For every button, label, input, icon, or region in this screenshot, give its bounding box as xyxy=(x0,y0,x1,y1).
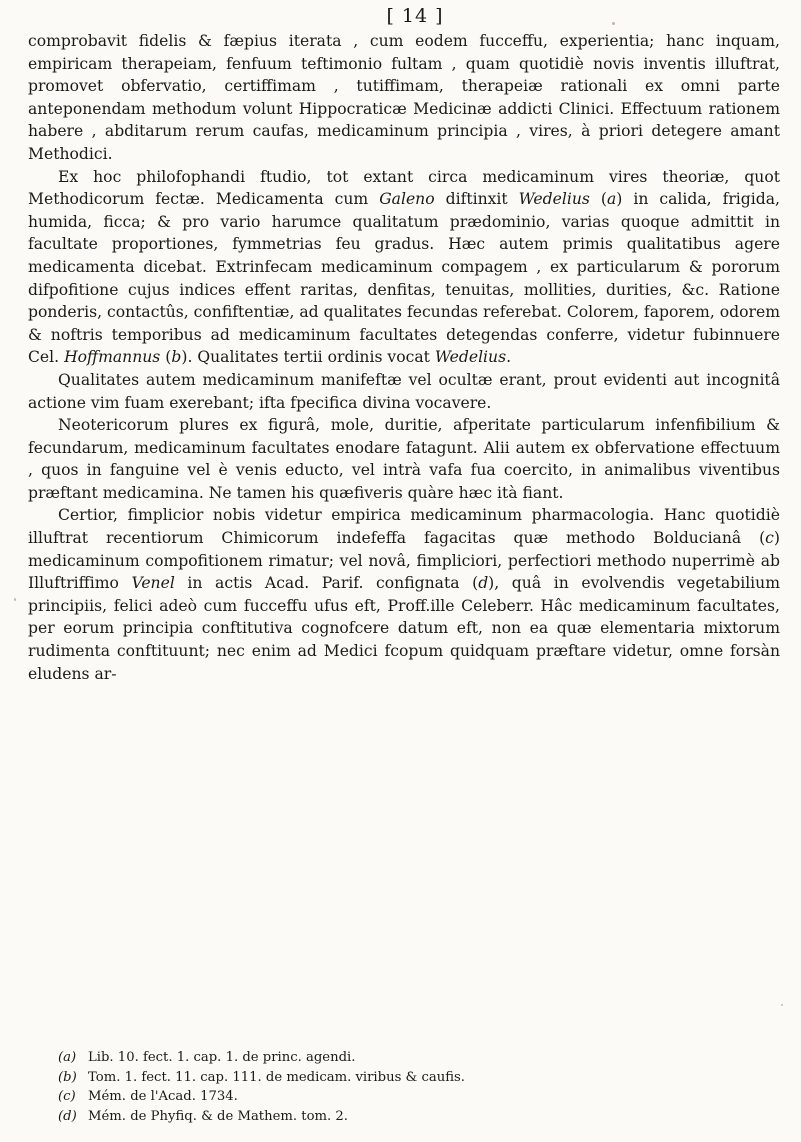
text-run: comprobavit fidelis & fæpius iterata , cum eodem fucceffu, experientia; hanc inquam, empiricam therapeiam, fenfuum teftimonio fultam , quam quotidiè novis inventis illuftrat, promovet obfervatio, certiffimam , tutiffimam, therapeiæ rationali ex omni parte anteponendam methodum volunt Hippocraticæ Medicinæ addicti Clinici. Effectuum rationem habere , abditarum rerum caufas, medicaminum principia , vires, à priori detegere amant Methodici. xyxy=(28,32,780,163)
text-run: ( xyxy=(160,348,172,367)
footnote-text: Mém. de Phyfiq. & de Mathem. tom. 2. xyxy=(88,1108,349,1124)
text-run: ), quâ in evolvendis vegetabilium principiis, felici adeò cum fucceffu ufus eft, Proff.ille Celeberr. Hâc medicaminum facultates, per eorum principia conftitutiva cognofcere datum eft, non ea quæ elementaria mixtorum rudimenta conftituunt; nec enim ad Medici fcopum quidquam præftare videtur, omne forsàn eludens ar- xyxy=(28,574,780,683)
italic-run: Wedelius. xyxy=(434,348,512,367)
text-run: ( xyxy=(589,190,607,209)
footnote xyxy=(58,1107,778,1127)
italic-run: a xyxy=(606,190,617,209)
print-speck xyxy=(612,22,615,25)
footnote-text: Lib. 10. fect. 1. cap. 1. de princ. agendi. xyxy=(88,1050,356,1065)
paragraph xyxy=(28,504,780,685)
text-run: in actis Acad. Parif. confignata ( xyxy=(174,574,479,593)
text-run: ) in calida, frigida, humida, ficca; & pro vario harumce qualitatum prædominio, varias quoque admittit in facultate proportiones, fymmetrias feu gradus. Hæc autem primis qualitatibus agere medicamenta dicebat. Extrinfecam medicaminum compagem , ex particularum & pororum difpofitione cujus indices effent raritas, denfitas, tenuitas, mollities, durities, &c. Ratione ponderis, contactûs, confiftentiæ, ad qualitates fecundas referebat. Colorem, faporem, odorem & noftris temporibus ad medicaminum facultates detegendas conferre, videtur fubinnuere Cel. xyxy=(28,190,780,367)
paragraph xyxy=(28,369,780,414)
italic-run: d xyxy=(478,574,489,593)
footnote-mark: (a) xyxy=(58,1050,77,1065)
footnote xyxy=(58,1087,778,1107)
text-run: diftinxit xyxy=(434,190,519,209)
print-speck xyxy=(14,598,16,601)
footnote-mark: (b) xyxy=(58,1069,77,1085)
italic-run: Venel xyxy=(131,574,175,593)
text-run: Neotericorum plures ex figurâ, mole, duritie, afperitate particularum infenfibilium & fecundarum, medicaminum facultates enodare fatagunt. Alii autem ex obfervatione effectuum , quos in fanguine vel è venis educto, vel intrà vafa fua coercito, in animalibus viventibus præftant medicamina. Ne tamen his quæfiveris quàre hæc ità fiant. xyxy=(28,416,780,502)
italic-run: Galeno xyxy=(379,190,435,209)
footnote xyxy=(58,1048,778,1068)
footnote-mark: (c) xyxy=(58,1089,76,1104)
page-number: [ 14 ] xyxy=(386,5,444,27)
footnote-text: Mém. de l'Acad. 1734. xyxy=(88,1089,238,1104)
text-run: Certior, fimplicior nobis videtur empirica medicaminum pharmacologia. Hanc quotidiè illuftrat recentiorum Chimicorum indefeffa fagacitas quæ methodo Bolducianâ ( xyxy=(28,506,780,548)
footnote-mark: (d) xyxy=(58,1108,77,1124)
text-run: Ex hoc philofophandi ftudio, tot extant circa medicaminum vires theoriæ, quot Methodicorum fectæ. Medicamenta cum xyxy=(28,167,780,209)
italic-run: b xyxy=(171,348,182,367)
text-run: ). Qualitates tertii ordinis vocat xyxy=(181,348,435,367)
footnotes xyxy=(58,1048,778,1126)
paragraph xyxy=(28,166,780,369)
print-speck xyxy=(781,1004,783,1006)
italic-run: Wedelius xyxy=(518,190,590,209)
text-run: ) medicaminum compofitionem rimatur; vel novâ, fimpliciori, perfectiori methodo nuperrimè ab Illuftriffimo xyxy=(28,529,780,593)
text-run: Qualitates autem medicaminum manifeftæ vel ocultæ erant, prout evidenti aut incognitâ actione vim fuam exerebant; ifta fpecifica divina vocavere. xyxy=(28,370,780,412)
paragraph xyxy=(28,414,780,504)
italic-run: Hoffmannus xyxy=(64,348,161,367)
paragraph xyxy=(28,30,780,166)
body-text xyxy=(28,30,780,685)
footnote xyxy=(58,1068,778,1088)
italic-run: c xyxy=(765,529,774,548)
footnote-text: Tom. 1. fect. 11. cap. 111. de medicam. viribus & caufis. xyxy=(88,1069,465,1085)
